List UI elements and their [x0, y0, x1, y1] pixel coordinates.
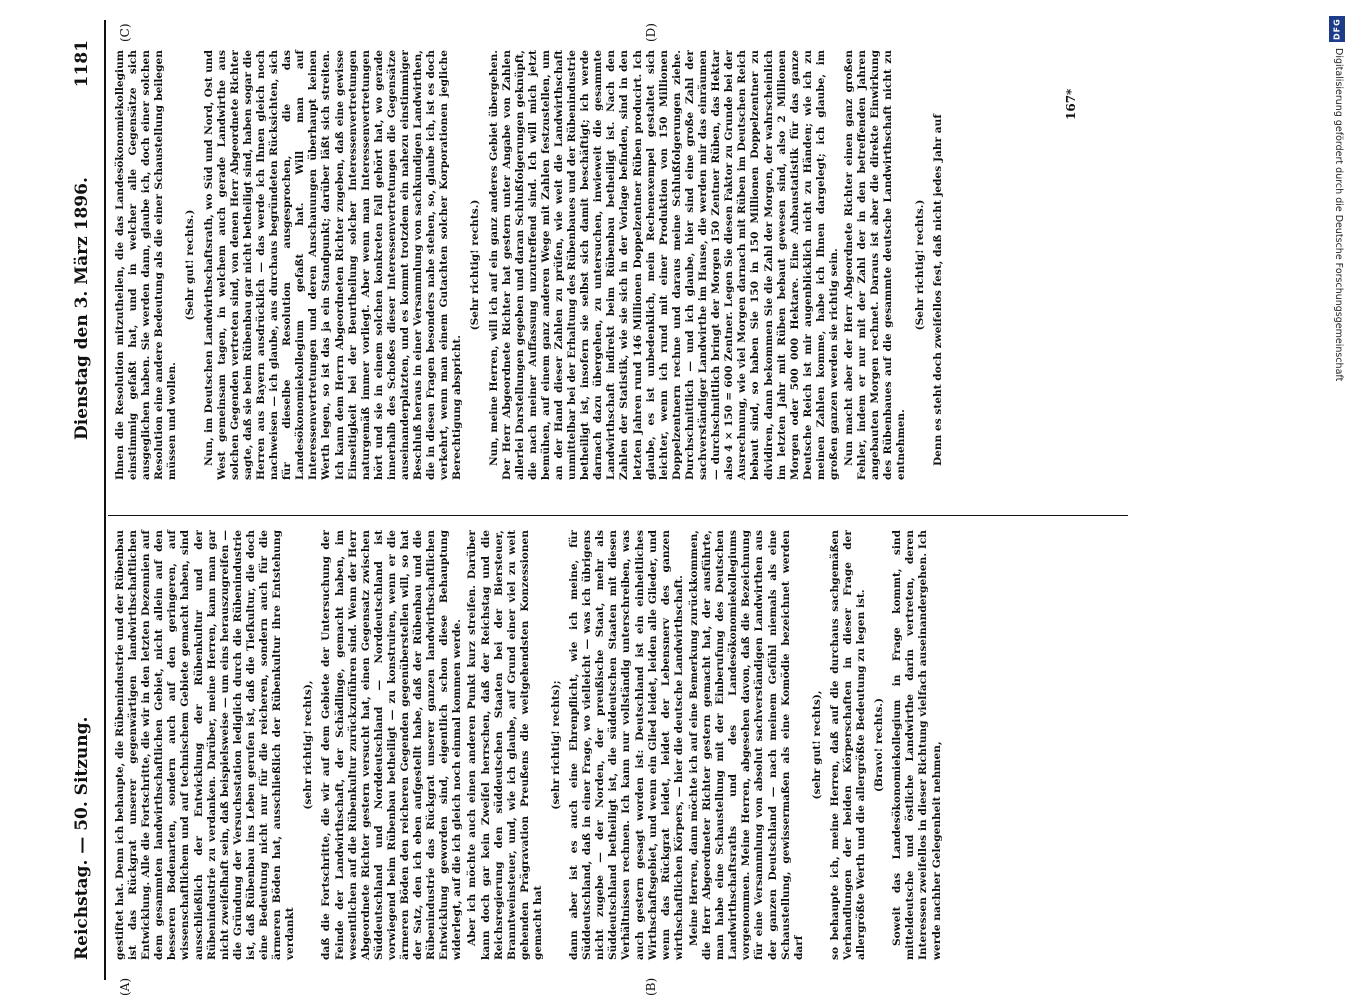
- paragraph: Nun macht aber der Herr Abgeordnete Richter einen ganz großen Fehler, indem er nur mit der Zahl der in den betreffenden Jahren angebauten Morgen rechnet. Daraus ist aber die direkte Einwirkung des Rübenbaues auf die gesammte deutsche Landwirthschaft nicht zu entnehmen.: [843, 50, 908, 480]
- margin-letter-b: (B): [644, 977, 658, 996]
- dfg-funding-note: Digitalisierung gefördert durch die Deutsche Forschungsgemeinschaft: [1333, 48, 1344, 382]
- margin-letter-a: (A): [118, 977, 132, 996]
- page-number: 1181: [72, 40, 92, 88]
- paragraph: Soweit das Landesökonomiekollegium in Frage kommt, sind mitteldeutsche und östliche Landwirthe darin vertreten, deren Interessen zweifellos in dieser Richtung vielfach auseinandergehen. Ich werde nachher Gelegenheit nehmen,: [891, 530, 943, 960]
- interjection: (Sehr gut! rechts.): [184, 209, 197, 321]
- rotated-page: [64, 0, 1296, 1000]
- paragraph: so behaupte ich, meine Herren, daß auf die durchaus sachgemäßen Verhandlungen der beiden Körperschaften in dieser Frage der allergrößte Werth und die allergrößte Bedeutung zu legen ist.: [828, 530, 868, 960]
- margin-letter-c: (C): [118, 23, 132, 42]
- dfg-logo: DFG: [1329, 16, 1345, 42]
- paragraph: Denn es steht doch zweifellos fest, daß nicht jedes Jahr auf: [931, 114, 944, 466]
- margin-letter-d: (D): [644, 23, 658, 42]
- paragraph: daß die Fortschritte, die wir auf dem Gebiete der Untersuchung der Feinde der Landwirthschaft, der Schädlinge, gemacht haben, im wesentlichen auf die Rübenkultur zurückzuführen sind. Wenn der Herr Abgeordnete Richter gestern versucht hat, einen Gegensatz zwischen Süddeutschland und Norddeutschland — Norddeutschland ist vorwiegend beim Rübenbau betheiligt — zu konstruiren, wenn er die ärmeren Böden den reicheren Gegenden gegenüberstellen will, so hat der Satz, den ich eben aufgestellt habe, daß der Rübenbau und die Rübenindustrie das Rückgrat unserer ganzen landwirthschaftlichen Entwicklung geworden sind, eigentlich schon diese Behauptung widerlegt, auf die ich gleich noch einmal kommen werde.: [320, 530, 464, 960]
- left-column: [114, 530, 946, 960]
- interjection: (sehr richtig! rechts),: [302, 680, 315, 810]
- paragraph: dann aber ist es auch eine Ehrenpflicht, wie ich meine, für Süddeutschland, daß in einer Frage, wo vielleicht — was ich übrigens nicht zugebe — der Norden, der preußische Staat, mehr als Süddeutschland betheiligt ist, die süddeutschen Staaten mit diesen Verhältnissen rechnen. Ich kann nur vollständig unterschreiben, was auch gestern gesagt worden ist: Deutschland ist ein einheitliches Wirthschaftsgebiet, und wenn ein Glied leidet, leiden alle Glieder, und wenn das Rückgrat leidet, leidet der Lebensnerv des ganzen wirthschaftlichen Körpers, — hier die deutsche Landwirthschaft.: [568, 530, 685, 960]
- interjection: (Sehr richtig! rechts.): [913, 199, 926, 331]
- paragraph: Ihnen die Resolution mitzutheilen, die das Landesökonomiekollegium einstimmig gefaßt hat, und in welcher alle Gegensätze sich ausgeglichen haben. Sie werden dann, glaube ich, doch einer solchen Resolution eine andere Bedeutung als die einer Schaustellung beilegen müssen und wollen.: [114, 50, 179, 480]
- header-rule: [104, 20, 106, 980]
- page-header: [64, 20, 104, 1000]
- paragraph: Nun, im Deutschen Landwirthschaftsrath, wo Süd und Nord, Ost und West gemeinsam tagen, in welchem auch gerade Landwirthe aus solchen Gegenden vertreten sind, von denen Herr Abgeordnete Richter sagte, daß sie beim Rübenbau gar nicht betheiligt sind, haben sogar die Herren aus Bayern ausdrücklich — das werde ich Ihnen gleich noch nachweisen — ich glaube, aus durchaus begründeten Rücksichten, sich für dieselbe Resolution ausgesprochen, die das Landesökonomiekollegium gefaßt hat. Will man auf Interessenvertretungen und deren Anschauungen überhaupt keinen Werth legen, so ist das ja ein Standpunkt; darüber läßt sich streiten. Ich kann dem Herrn Abgeordneten Richter zugeben, daß eine gewisse Einseitigkeit bei der Beurtheilung solcher Interessenvertretungen naturgemäß immer vorliegt. Aber wenn man Interessenvertretungen hört und sie in einem solchen konkreten Fall gehört hat, wo gerade innerhalb des Schoßes dieser Interessenvertretungen die Gegensätze auseinanderplatzten, und es kommt trotzdem ein nahezu einstimmiger Beschluß heraus in einer Versammlung von sachkundigen Landwirthen, die in diesen Fragen besonders nahe stehen, so, glaube ich, ist es doch verkehrt, wenn man einem Gutachten solcher Korporationen jegliche Berechtigung abspricht.: [202, 50, 464, 480]
- signature-mark: 167*: [1064, 88, 1078, 120]
- header-date: Dienstag den 3. März 1896.: [72, 177, 92, 440]
- interjection: (Sehr richtig! rechts.): [469, 199, 482, 331]
- interjection: (sehr gut! rechts),: [810, 690, 823, 800]
- dfg-sidebar: [1329, 8, 1349, 808]
- right-column: [114, 50, 947, 480]
- interjection: (sehr richtig! rechts);: [550, 680, 562, 810]
- interjection: (Bravo! rechts.): [873, 698, 886, 793]
- paragraph: Meine Herren, dann möchte ich auf eine Bemerkung zurückkommen, die Herr Abgeordneter Richter gestern gemacht hat, der ausführte, man habe eine Schaustellung mit der Einberufung des Deutschen Landwirthschaftsraths und des Landesökonomiekollegiums vorgenommen. Meine Herren, abgesehen davon, daß die Bezeichnung für eine Versammlung von absolut sachverständigen Landwirthen aus der ganzen Deutschland — nach meinem Gefühl niemals als eine Schaustellung, gewissermaßen als eine Komödie bezeichnet werden darf: [687, 530, 805, 960]
- column-divider: [108, 515, 1128, 516]
- paragraph: Aber ich möchte auch einen anderen Punkt kurz streifen. Darüber kann doch gar kein Zweifel herrschen, daß der Reichstag und die Reichsregierung den süddeutschen Staaten bei der Biersteuer, Branntweinsteuer, und, wie ich glaube, auf Grund einer viel zu weit gehenden Prägravation Preußens die weitgehendsten Konzessionen gemacht hat: [466, 530, 544, 960]
- header-session: Reichstag. — 50. Sitzung.: [72, 716, 92, 960]
- paragraph: Nun, meine Herren, will ich auf ein ganz anderes Gebiet übergehen. Der Herr Abgeordnete Richter hat gestern unter Angabe von Zahlen allerlei Darstellungen gegeben und daran Schlußfolgerungen geknüpft, die nach meiner Auffassung unzutreffend sind. Ich will mich jetzt bemühen, auf einem ganz anderen Wege mit Zahlen festzustellen, um an der Hand dieser Zahlen zu prüfen, wie weit die Landwirthschaft unmittelbar bei der Erhaltung des Rübenbaues und der Rübenindustrie betheiligt ist, insofern sie selbst sich damit beschäftigt; ich werde darnach dazu übergehen, zu untersuchen, inwieweit die gesammte Landwirthschaft indirekt beim Rübenbau betheiligt ist. Nach den Zahlen der Statistik, wie sie sich in der Vorlage befinden, sind in den letzten Jahren rund 146 Millionen Doppelzentner Rüben producirt. Ich glaube, es ist unbedenklich, mein Rechenexempel gestaltet sich leichter, wenn ich rund mit einer Produktion von 150 Millionen Doppelzentnern rechne und daraus meine Schlußfolgerungen ziehe. Durchschnittlich — und ich glaube, hier sind eine große Zahl der sachverständiger Landwirthe im Hause, die werden mir das einräumen — durchschnittlich bringt der Morgen 150 Zentner Rüben, das Hektar also 4 × 150 = 600 Zentner. Legen Sie diesen Faktor zu Grunde bei der Ausrechnung, wie viel Morgen darnach mit Rüben im Deutschen Reich bebaut sind, so haben Sie 150 in 150 Millionen Doppelzentner zu dividiren, dann bekommen Sie die Zahl der Morgen, der wahrscheinlich im letzten Jahr mit Rüben bebaut gewesen sind, also 2 Millionen Morgen oder 500 000 Hektare. Eine Anbaustatistik für das ganze Deutsche Reich ist mir augenblicklich nicht zu Händen; wie ich zu meinen Zahlen komme, habe ich Ihnen dargelegt; ich glaube, im großen ganzen werden sie richtig sein.: [487, 50, 840, 480]
- paragraph: gestiftet hat. Denn ich behaupte, die Rübenindustrie und der Rübenbau ist das Rückgrat unserer gegenwärtigen landwirthschaftlichen Entwicklung. Alle die Fortschritte, die wir in den letzten Dezennien auf dem gesammten landwirthschaftlichen Gebiet, nicht allein auf den besseren Bodenarten, sondern auch auf den geringeren, auf wissenschaftlichem und auf technischem Gebiete gemacht haben, sind ausschließlich der Entwicklung der Rübenkultur und der Rübenindustrie zu verdanken. Darüber, meine Herren, kann man gar nicht zweifelhaft sein, daß beispielsweise — um eins herauszugreifen — die Gründung der Versuchsstation lediglich durch die Rübenindustrie ist, daß Rübenbau ins Leben gerufen ist, daß die Tiefkultur, die doch eine Bedeutung nicht nur für die reicheren, sondern auch für die ärmeren Böden hat, ausschließlich der Rübenkultur ihre Entstehung verdankt: [114, 530, 297, 960]
